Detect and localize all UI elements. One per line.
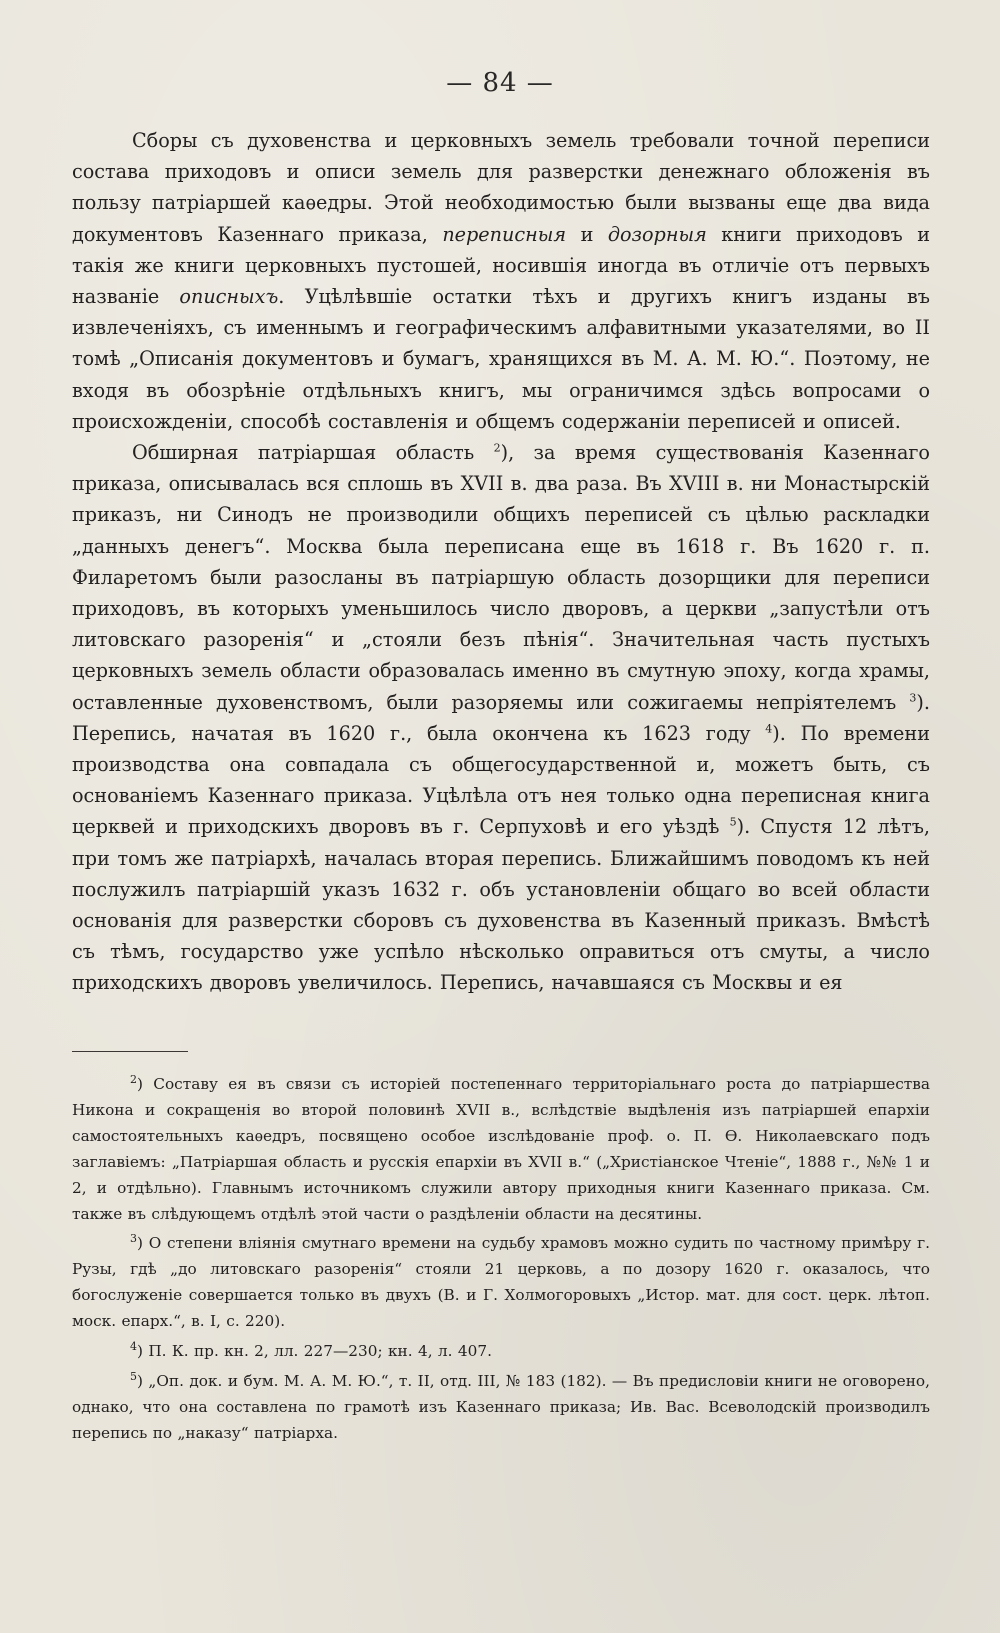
paragraph-1 [72, 125, 930, 437]
footnote-text: „Оп. док. и бум. М. А. М. Ю.“, т. II, отд. III, № 183 (182). — Въ предисловіи книги не оговорено, однако, что она составлена по грамотѣ изъ Казеннаго приказа; Ив. Вас. Всеволодскій производилъ перепись по „наказу“ патріарха. [72, 1371, 930, 1442]
footnote-mark: 2 [130, 1072, 137, 1086]
footnotes [72, 1072, 930, 1451]
paragraph-1-part-b: и [566, 222, 608, 246]
paragraph-2-part-e: . Спустя 12 лѣтъ, при томъ же патріархѣ, началась вторая перепись. Ближайшимъ поводомъ къ ней послужилъ патріаршій указъ 1632 г. объ установленіи общаго во всей области основанія для разверстки сборовъ съ духовенства въ Казенный приказъ. Вмѣстѣ съ тѣмъ, государство уже успѣло нѣсколько оправиться отъ смуты, а число приходскихъ дворовъ увеличилось. Перепись, начавшаяся съ Москвы и ея [72, 815, 931, 995]
footnote-2: $^2$) Составу ея въ связи съ исторіей постепеннаго территоріальнаго роста до патріаршества Никона и сокращенія во второй половинѣ XVII в., вслѣдствіе выдѣленія изъ патріаршей епархіи самостоятельныхъ каѳедръ, посвящено особое изслѣдованіе проф. о. П. Ѳ. Николаевскаго подъ заглавіемъ: „Патріаршая область и русскія епархіи въ XVII в.“ („Христіанское Чтеніе“, 1888 г., №№ 1 и 2, и отдѣльно). Главнымъ источникомъ служили автору приходныя книги Казеннаго приказа. См. также въ слѣдующемъ отдѣлѣ этой части о раздѣленіи области на десятины. [72, 1072, 930, 1223]
footnote-mark: 3 [130, 1232, 137, 1246]
paragraph-2: Обширная патріаршая область $^2$), за время существованія Казеннаго приказа, описывалась вся сплошь въ XVII в. два раза. Въ XVIII в. ни Монастырскій приказъ, ни Синодъ не производили общихъ переписей съ цѣлью раскладки „данныхъ денегъ“. Москва была переписана еще въ 1618 г. Въ 1620 г. п. Филаретомъ были разосланы въ патріаршую область дозорщики для переписи приходовъ, въ которыхъ уменьшилось число дворовъ, а церкви „запустѣли отъ литовскаго разоренія“ и „стояли безъ пѣнія“. Значительная часть пустыхъ церковныхъ земель области образовалась именно въ смутную эпоху, когда храмы, оставленные духовенствомъ, были разоряемы или сожигаемы непріятелемъ $^3$). Перепись, начатая въ 1620 г., была окончена къ 1623 году $^4$). По времени производства она совпадала съ общегосударственной и, можетъ быть, съ основаніемъ Казеннаго приказа. Уцѣлѣла отъ нея только одна переписная книга церквей и приходскихъ дворовъ въ г. Серпуховѣ и его уѣздѣ $^5$). Спустя 12 лѣтъ, при томъ же патріархѣ, началась вторая перепись. Ближайшимъ поводомъ къ ней послужилъ патріаршій указъ 1632 г. объ установленіи общаго во всей области основанія для разверстки сборовъ съ духовенства въ Казенный приказъ. Вмѣстѣ съ тѣмъ, государство уже успѣло нѣсколько оправиться отъ смуты, а число приходскихъ дворовъ увеличилось. Перепись, начавшаяся съ Москвы и ея [72, 441, 931, 995]
footnote-5: $^5$) „Оп. док. и бум. М. А. М. Ю.“, т. II, отд. III, № 183 (182). — Въ предисловіи книги не оговорено, однако, что она составлена по грамотѣ изъ Казеннаго приказа; Ив. Вас. Всеволодскій производилъ перепись по „наказу“ патріарха. [72, 1369, 930, 1442]
footnote-divider [72, 1051, 188, 1052]
term-opisnykh: описныхъ [179, 285, 279, 309]
footnote-ref-2[interactable]: 2 [493, 441, 501, 455]
footnote-text: П. К. пр. кн. 2, лл. 227—230; кн. 4, л. 407. [148, 1342, 492, 1361]
footnote-mark: 5 [130, 1369, 137, 1383]
footnote-3: $^3$) О степени вліянія смутнаго времени на судьбу храмовъ можно судить по частному примѣру г. Рузы, гдѣ „до литовскаго разоренія“ стояли 21 церковь, а по дозору 1620 г. оказалось, что богослуженіе совершается только въ двухъ (В. и Г. Холмогоровыхъ „Истор. мат. для сост. церк. лѣтоп. моск. епарх.“, в. I, с. 220). [72, 1232, 930, 1331]
footnote-ref-5[interactable]: 5 [729, 816, 737, 830]
footnote-text: О степени вліянія смутнаго времени на судьбу храмовъ можно судить по частному примѣру г. Рузы, гдѣ „до литовскаго разоренія“ стояли 21 церковь, а по дозору 1620 г. оказалось, что богослуженіе совершается только въ двухъ (В. и Г. Холмогоровыхъ „Истор. мат. для сост. церк. лѣтоп. моск. епарх.“, в. I, с. 220). [72, 1234, 930, 1331]
paragraph-1-part-a: Сборы съ духовенства и церковныхъ земель требовали точной переписи состава приходовъ и описи земель для разверстки денежнаго обложенія въ пользу патріаршей каѳедры. Этой необходимостью были вызваны еще два вида документовъ Казеннаго приказа, [72, 129, 930, 246]
paragraph-2-part-d: . По времени производства она совпадала съ общегосударственной и, можетъ быть, съ основаніемъ Казеннаго приказа. Уцѣлѣла отъ нея только одна переписная книга церквей и приходскихъ дворовъ въ г. Серпуховѣ и его уѣздѣ [72, 721, 930, 839]
footnote-text: Составу ея въ связи съ исторіей постепеннаго территоріальнаго роста до патріаршества Никона и сокращенія во второй половинѣ XVII в., вслѣдствіе выдѣленія изъ патріаршей епархіи самостоятельныхъ каѳедръ, посвящено особое изслѣдованіе проф. о. П. Ѳ. Николаевскаго подъ заглавіемъ: „Патріаршая область и русскія епархіи въ XVII в.“ („Христіанское Чтеніе“, 1888 г., №№ 1 и 2, и отдѣльно). Главнымъ источникомъ служили автору приходныя книги Казеннаго приказа. См. также въ слѣдующемъ отдѣлѣ этой части о раздѣленіи области на десятины. [72, 1075, 930, 1223]
footnote-4: $^4$) П. К. пр. кн. 2, лл. 227—230; кн. 4, л. 407. [130, 1339, 492, 1361]
term-dozornyya: дозорныя [607, 222, 707, 246]
paragraph-2-part-b: , за время существованія Казеннаго приказа, описывалась вся сплошь въ XVII в. два раза. Въ XVIII в. ни Монастырскій приказъ, ни Синодъ не производили общихъ переписей съ цѣлью раскладки „данныхъ денегъ“. Москва была переписана еще въ 1618 г. Въ 1620 г. п. Филаретомъ были разосланы въ патріаршую область дозорщики для переписи приходовъ, въ которыхъ уменьшилось число дворовъ, а церкви „запустѣли отъ литовскаго разоренія“ и „стояли безъ пѣнія“. Значительная часть пустыхъ церковныхъ земель области образовалась именно въ смутную эпоху, когда храмы, оставленные духовенствомъ, были разоряемы или сожигаемы непріятелемъ [72, 441, 930, 714]
paragraph-2-part-a: Обширная патріаршая область [132, 441, 494, 465]
footnote-mark: 4 [130, 1339, 137, 1353]
paragraph-1-part-c: книги приходовъ и такія же книги церковныхъ пустошей, носившія иногда въ отличіе отъ первыхъ названіе [72, 222, 931, 309]
page-number: — 84 — [446, 68, 554, 98]
main-text [72, 125, 930, 999]
footnote-ref-4[interactable]: 4 [765, 722, 773, 736]
paragraph-1-part-d: . Уцѣлѣвшіе остатки тѣхъ и другихъ книгъ изданы въ извлеченіяхъ, съ именнымъ и географическимъ алфавитными указателями, во II томѣ „Описанія документовъ и бумагъ, хранящихся въ М. А. М. Ю.“. Поэтому, не входя въ обозрѣніе отдѣльныхъ книгъ, мы ограничимся здѣсь вопросами о происхожденіи, способѣ составленія и общемъ содержаніи переписей и описей. [72, 285, 930, 433]
paragraph-2-part-c: . Перепись, начатая въ 1620 г., была окончена къ 1623 году [72, 690, 930, 745]
footnote-ref-3[interactable]: 3 [909, 691, 917, 705]
term-perepisnyya: переписныя [442, 222, 567, 246]
